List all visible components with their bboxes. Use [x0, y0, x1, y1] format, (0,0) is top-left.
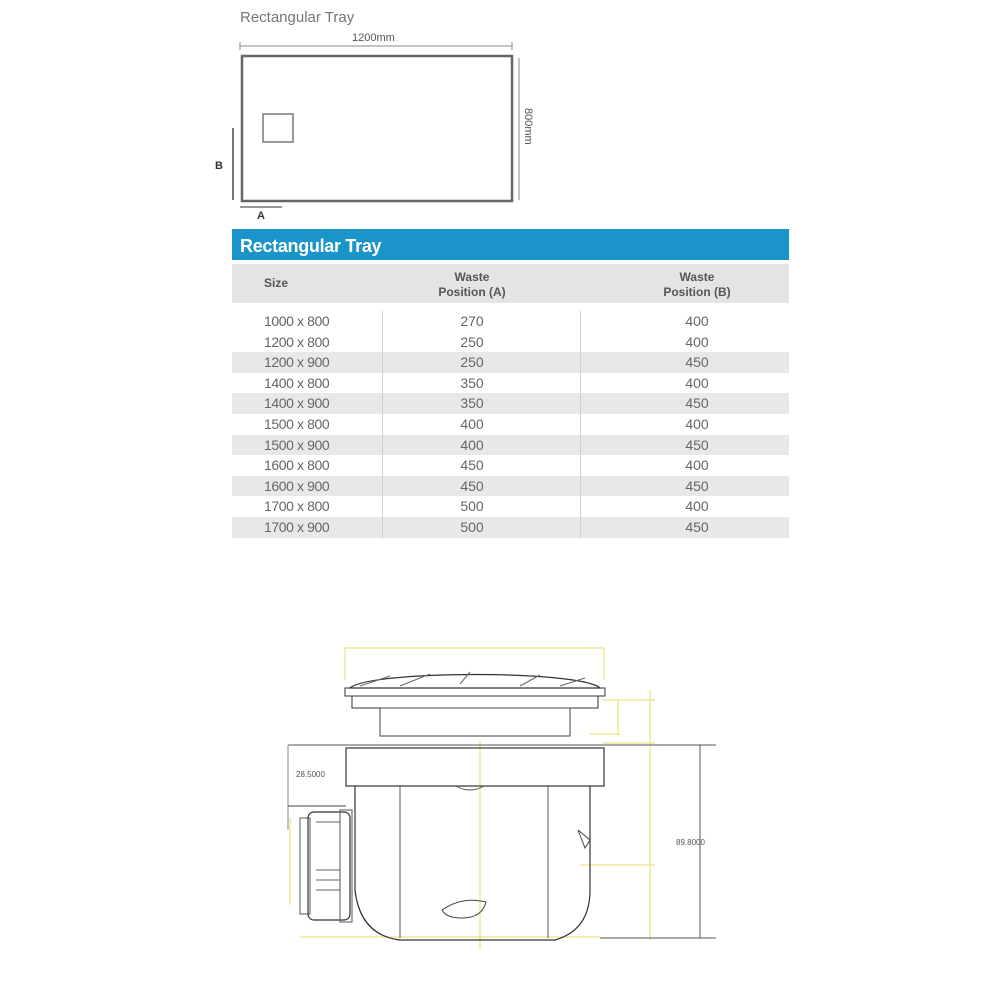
cell-size: 1400 x 800: [264, 374, 330, 391]
table-row: [232, 393, 789, 414]
header-waste-b: [647, 270, 747, 300]
table-row: [232, 455, 789, 476]
axis-b-label: B: [215, 160, 223, 172]
cell-size: 1600 x 900: [264, 477, 330, 494]
axis-a-label: A: [257, 210, 265, 222]
cell-waste-a: 450: [460, 477, 484, 494]
table-body: [232, 311, 789, 538]
cell-waste-a: 400: [460, 436, 484, 453]
table-row: [232, 517, 789, 538]
table-row: [232, 435, 789, 456]
cell-waste-b: 450: [685, 436, 709, 453]
cell-size: 1200 x 900: [264, 354, 330, 371]
waste-square: [263, 114, 293, 142]
cell-size: 1600 x 800: [264, 457, 330, 474]
cell-waste-b: 450: [685, 354, 709, 371]
cell-size: 1700 x 800: [264, 498, 330, 515]
table-header: [232, 264, 789, 303]
header-size: Size: [264, 276, 289, 290]
header-waste-b-line2: Position (B): [663, 285, 731, 299]
cell-waste-b: 450: [685, 477, 709, 494]
table-row: [232, 332, 789, 353]
cell-waste-a: 250: [460, 354, 484, 371]
diagram-title: Rectangular Tray: [240, 9, 355, 26]
cell-waste-b: 400: [685, 457, 709, 474]
table-row: [232, 373, 789, 394]
tray-outline-drawing: [0, 0, 1000, 230]
column-divider: [580, 311, 581, 538]
table-row: [232, 496, 789, 517]
header-waste-a: [422, 270, 522, 300]
cell-waste-b: 450: [685, 395, 709, 412]
column-divider: [382, 311, 383, 538]
cell-waste-a: 400: [460, 415, 484, 432]
cell-waste-b: 400: [685, 498, 709, 515]
header-waste-a-line2: Position (A): [438, 285, 506, 299]
cell-size: 1000 x 800: [264, 313, 330, 329]
cell-waste-a: 250: [460, 333, 484, 350]
cell-waste-b: 400: [685, 374, 709, 391]
cell-waste-b: 400: [685, 415, 709, 432]
cell-size: 1400 x 900: [264, 395, 330, 412]
cell-waste-b: 400: [685, 313, 709, 329]
cell-waste-b: 400: [685, 333, 709, 350]
cell-waste-a: 270: [460, 313, 484, 329]
cell-waste-a: 500: [460, 498, 484, 515]
cell-size: 1200 x 800: [264, 333, 330, 350]
table-row: [232, 476, 789, 497]
cell-waste-a: 450: [460, 457, 484, 474]
cell-size: 1500 x 900: [264, 436, 330, 453]
dimension-label-left: 28.5000: [296, 770, 325, 779]
cell-size: 1500 x 800: [264, 415, 330, 432]
width-dimension-label: 1200mm: [352, 32, 395, 44]
waste-trap-drawing: [0, 600, 1000, 1000]
table-banner: [232, 229, 789, 260]
cell-waste-a: 350: [460, 395, 484, 412]
dimension-label-right: 89.8000: [676, 838, 705, 847]
table-banner-title: Rectangular Tray: [240, 236, 382, 256]
cell-waste-b: 450: [685, 518, 709, 535]
height-dimension-label: 800mm: [522, 108, 534, 145]
header-waste-a-line1: Waste: [454, 270, 490, 284]
table-row: [232, 311, 789, 332]
table-row: [232, 352, 789, 373]
header-waste-b-line1: Waste: [679, 270, 715, 284]
table-row: [232, 414, 789, 435]
cell-waste-a: 350: [460, 374, 484, 391]
cell-waste-a: 500: [460, 518, 484, 535]
cell-size: 1700 x 900: [264, 518, 330, 535]
